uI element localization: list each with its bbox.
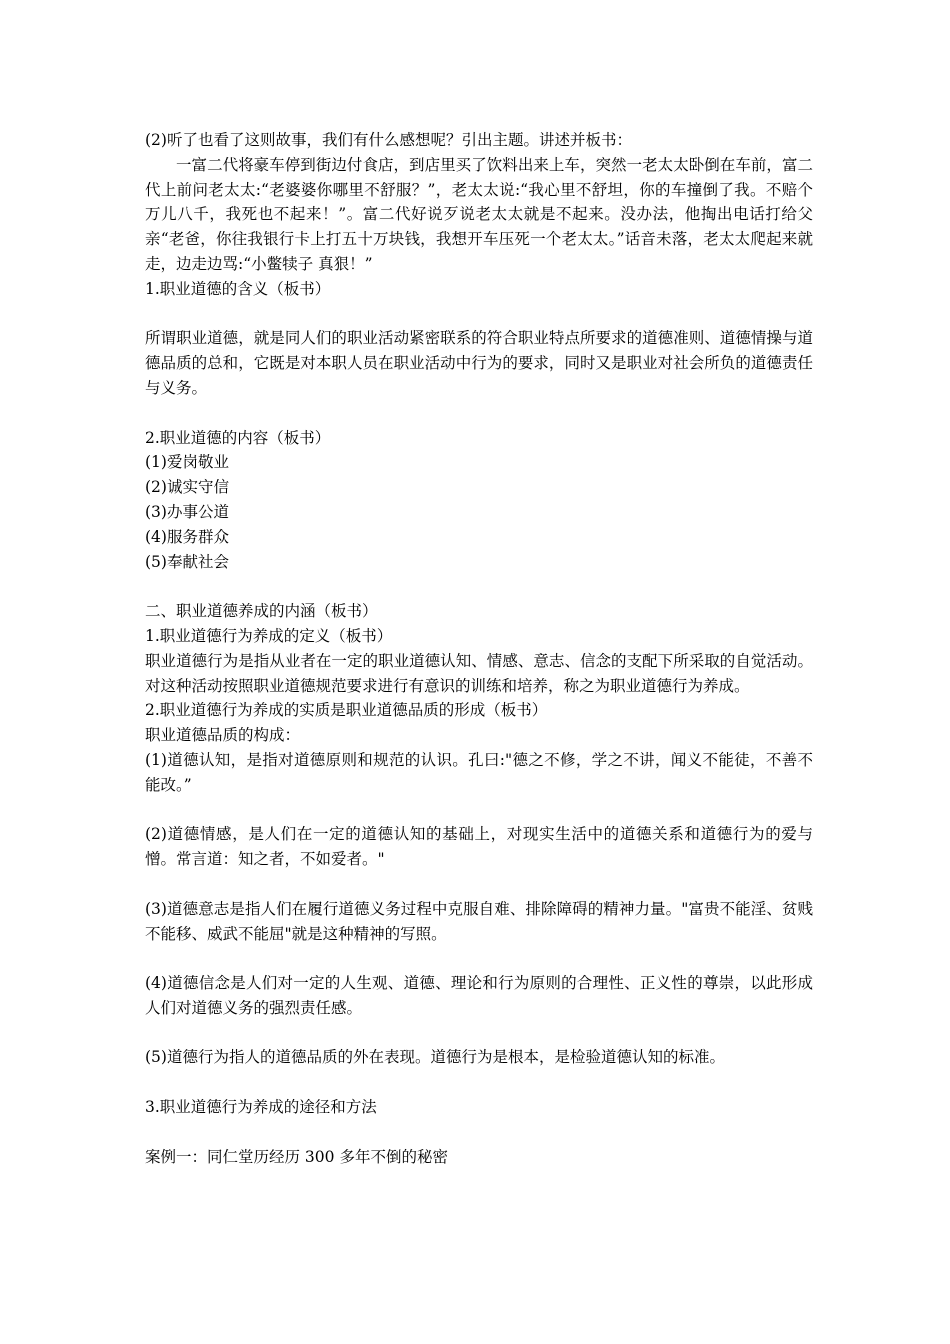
section-1-body: 所谓职业道德，就是同人们的职业活动紧密联系的符合职业特点所要求的道德准则、道德情操与道德品质的总和，它既是对本职人员在职业活动中行为的要求，同时又是职业对社会所负的道德责任与义务。 (145, 329, 813, 397)
content-item: (4)服务群众 (145, 527, 229, 546)
part-2-sub-1-body: 职业道德行为是指从业者在一定的职业道德认知、情感、意志、信念的支配下所采取的自觉活动。对这种活动按照职业道德规范要求进行有意识的训练和培养，称之为职业道德行为养成。 (145, 651, 813, 695)
blank-line (145, 1021, 813, 1046)
blank-line (145, 401, 813, 426)
section-1-title: 1.职业道德的含义（板书） (145, 279, 331, 298)
case-1-title: 案例一：同仁堂历经历 300 多年不倒的秘密 (145, 1147, 448, 1166)
blank-line (145, 574, 813, 599)
blank-line (145, 302, 813, 327)
quality-intro: 职业道德品质的构成： (145, 726, 301, 745)
content-item: (3)办事公道 (145, 502, 229, 521)
blank-line (145, 798, 813, 823)
content-item: (2)诚实守信 (145, 478, 229, 497)
blank-line (145, 946, 813, 971)
blank-line (145, 1070, 813, 1095)
quality-item: (5)道德行为指人的道德品质的外在表现。道德行为是根本，是检验道德认知的标准。 (145, 1048, 725, 1067)
quality-item: (2)道德情感，是人们在一定的道德认知的基础上，对现实生活中的道德关系和道德行为的爱与憎。常言道：知之者，不如爱者。" (145, 825, 813, 869)
section-2-title: 2.职业道德的内容（板书） (145, 428, 331, 447)
blank-line (145, 872, 813, 897)
part-2-sub-1-title: 1.职业道德行为养成的定义（板书） (145, 626, 393, 645)
document-page (145, 128, 813, 1169)
part-2-sub-2-title: 2.职业道德行为养成的实质是职业道德品质的形成（板书） (145, 701, 548, 720)
intro-heading: (2)听了也看了这则故事，我们有什么感想呢？引出主题。讲述并板书： (145, 131, 632, 149)
story-paragraph: 一富二代将豪车停到街边付食店，到店里买了饮料出来上车，突然一老太太卧倒在车前，富二代上前问老太太:“老婆婆你哪里不舒服？”，老太太说:“我心里不舒坦，你的车撞倒了我。不赔个万儿八千，我死也不起来！”。富二代好说歹说老太太就是不起来。没办法，他掏出电话打给父亲“老爸，你往我银行卡上打五十万块钱，我想开车压死一个老太太。”话音未落，老太太爬起来就走，边走边骂:“小鳖犊子 真狠！” (145, 155, 813, 273)
quality-item: (3)道德意志是指人们在履行道德义务过程中克服自难、排除障碍的精神力量。"富贵不能淫、贫贱不能移、威武不能屈"就是这种精神的写照。 (145, 899, 813, 943)
blank-line (145, 1120, 813, 1145)
content-item: (5)奉献社会 (145, 552, 229, 571)
quality-item: (1)道德认知，是指对道德原则和规范的认识。孔曰:"德之不修，学之不讲，闻义不能徒，不善不能改。” (145, 750, 813, 794)
content-item: (1)爱岗敬业 (145, 453, 229, 472)
quality-item: (4)道德信念是人们对一定的人生观、道德、理论和行为原则的合理性、正义性的尊崇，以此形成人们对道德义务的强烈责任感。 (145, 974, 813, 1017)
part-2-title: 二、职业道德养成的内涵（板书） (145, 602, 378, 621)
part-2-sub-3-title: 3.职业道德行为养成的途径和方法 (145, 1098, 377, 1117)
